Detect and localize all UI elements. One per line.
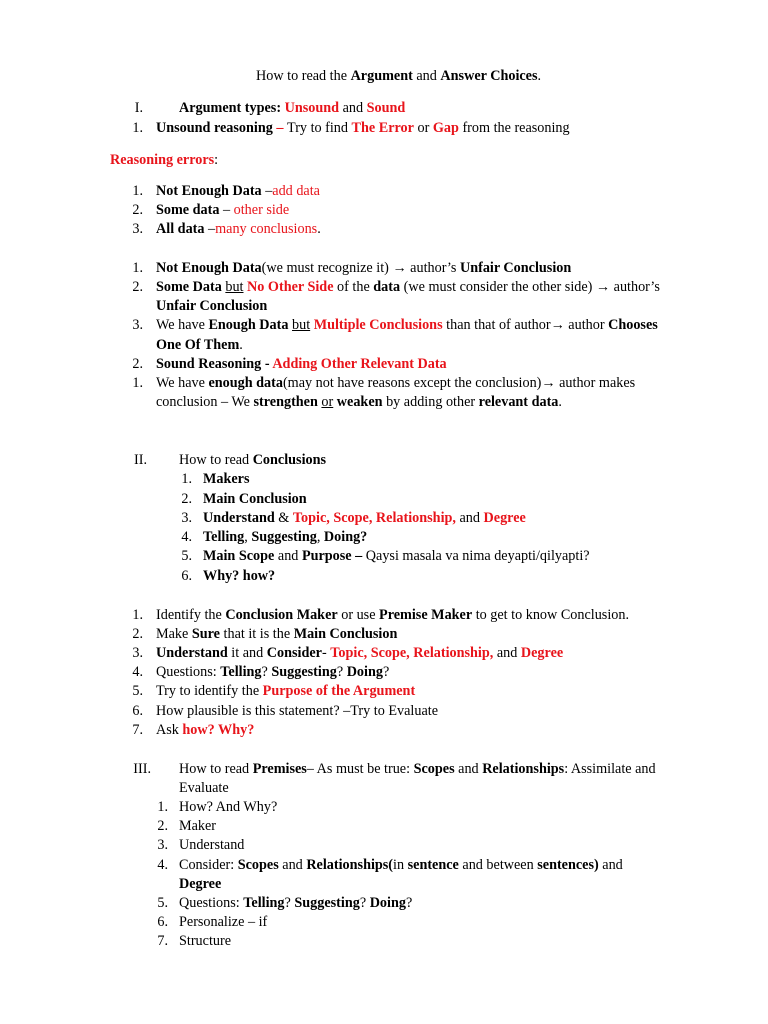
section-number: I.	[134, 100, 143, 116]
list-item: Main Scope and Purpose – Qaysi masala va nima deyapti/qilyapti?	[203, 548, 590, 564]
list-item-continuation: One Of Them.	[156, 337, 243, 353]
list-number: 3.	[132, 317, 143, 333]
list-number: 4.	[132, 664, 143, 680]
section-heading-continuation: Evaluate	[179, 780, 229, 796]
list-item-continuation: conclusion – We strengthen or weaken by adding other relevant data.	[156, 394, 562, 410]
list-number: 7.	[157, 933, 168, 949]
list-number: 3.	[132, 645, 143, 661]
list-number: 3.	[181, 510, 192, 526]
list-item-continuation: Degree	[179, 876, 222, 892]
list-item-continuation: Unfair Conclusion	[156, 298, 268, 314]
list-number: 2.	[132, 356, 143, 372]
list-item: Maker	[179, 818, 217, 834]
list-number: 1.	[132, 607, 143, 623]
list-number: 2.	[132, 202, 143, 218]
list-item: Makers	[203, 471, 250, 487]
list-number: 1.	[132, 183, 143, 199]
list-item: All data –many conclusions.	[156, 221, 321, 237]
list-item: Why? how?	[203, 568, 276, 584]
list-number: 1.	[132, 260, 143, 276]
list-number: 4.	[181, 529, 192, 545]
list-item: Unsound reasoning – Try to find The Error or Gap from the reasoning	[156, 120, 570, 136]
section-heading: How to read Conclusions	[179, 452, 327, 468]
list-item: Not Enough Data(we must recognize it) → author’s Unfair Conclusion	[156, 260, 572, 276]
list-item: Try to identify the Purpose of the Argument	[156, 683, 416, 699]
section-heading: Argument types: Unsound and Sound	[179, 100, 406, 116]
list-item: Personalize – if	[179, 914, 268, 930]
list-item: Identify the Conclusion Maker or use Premise Maker to get to know Conclusion.	[156, 607, 630, 623]
list-item: Some data – other side	[156, 202, 290, 218]
list-item: Understand it and Consider- Topic, Scope, Relationship, and Degree	[156, 645, 564, 661]
section-number: II.	[134, 452, 147, 468]
list-number: 2.	[132, 279, 143, 295]
list-number: 5.	[181, 548, 192, 564]
list-item: Telling, Suggesting, Doing?	[203, 529, 368, 545]
list-item: Understand & Topic, Scope, Relationship, and Degree	[203, 510, 526, 526]
page-title: How to read the Argument and Answer Choices.	[256, 68, 542, 84]
section-number: III.	[133, 761, 151, 777]
list-item: Not Enough Data –add data	[156, 183, 320, 199]
list-item: We have enough data(may not have reasons except the conclusion)→ author makes	[156, 375, 636, 391]
list-number: 4.	[157, 857, 168, 873]
list-number: 1.	[157, 799, 168, 815]
arrow-icon: →	[541, 375, 556, 391]
arrow-icon: →	[392, 260, 407, 276]
list-item: Questions: Telling? Suggesting? Doing?	[179, 895, 413, 911]
list-item: Structure	[179, 933, 232, 949]
list-item: Some Data but No Other Side of the data (we must consider the other side) → author’s	[156, 279, 660, 295]
list-number: 3.	[157, 837, 168, 853]
list-number: 6.	[132, 703, 143, 719]
list-item: We have Enough Data but Multiple Conclusions than that of author→ author Chooses	[156, 317, 658, 333]
list-number: 6.	[157, 914, 168, 930]
list-item: How plausible is this statement? –Try to Evaluate	[156, 703, 439, 719]
list-item: Consider: Scopes and Relationships(in sentence and between sentences) and	[179, 857, 623, 873]
list-item: Make Sure that it is the Main Conclusion	[156, 626, 398, 642]
list-number: 2.	[157, 818, 168, 834]
list-number: 3.	[132, 221, 143, 237]
list-number: 1.	[132, 375, 143, 391]
list-number: 6.	[181, 568, 192, 584]
list-item: Main Conclusion	[203, 491, 307, 507]
list-number: 1.	[132, 120, 143, 136]
list-number: 7.	[132, 722, 143, 738]
list-number: 2.	[132, 626, 143, 642]
arrow-icon: →	[550, 317, 565, 333]
list-item: How? And Why?	[179, 799, 278, 815]
list-number: 5.	[157, 895, 168, 911]
list-item: Understand	[179, 837, 245, 853]
list-number: 2.	[181, 491, 192, 507]
subheading: Reasoning errors:	[110, 152, 219, 168]
list-item: Sound Reasoning - Adding Other Relevant Data	[156, 356, 447, 372]
section-heading: How to read Premises– As must be true: Scopes and Relationships: Assimilate and	[179, 761, 656, 777]
list-number: 5.	[132, 683, 143, 699]
list-number: 1.	[181, 471, 192, 487]
list-item: Ask how? Why?	[156, 722, 255, 738]
arrow-icon: →	[595, 279, 611, 295]
list-item: Questions: Telling? Suggesting? Doing?	[156, 664, 390, 680]
